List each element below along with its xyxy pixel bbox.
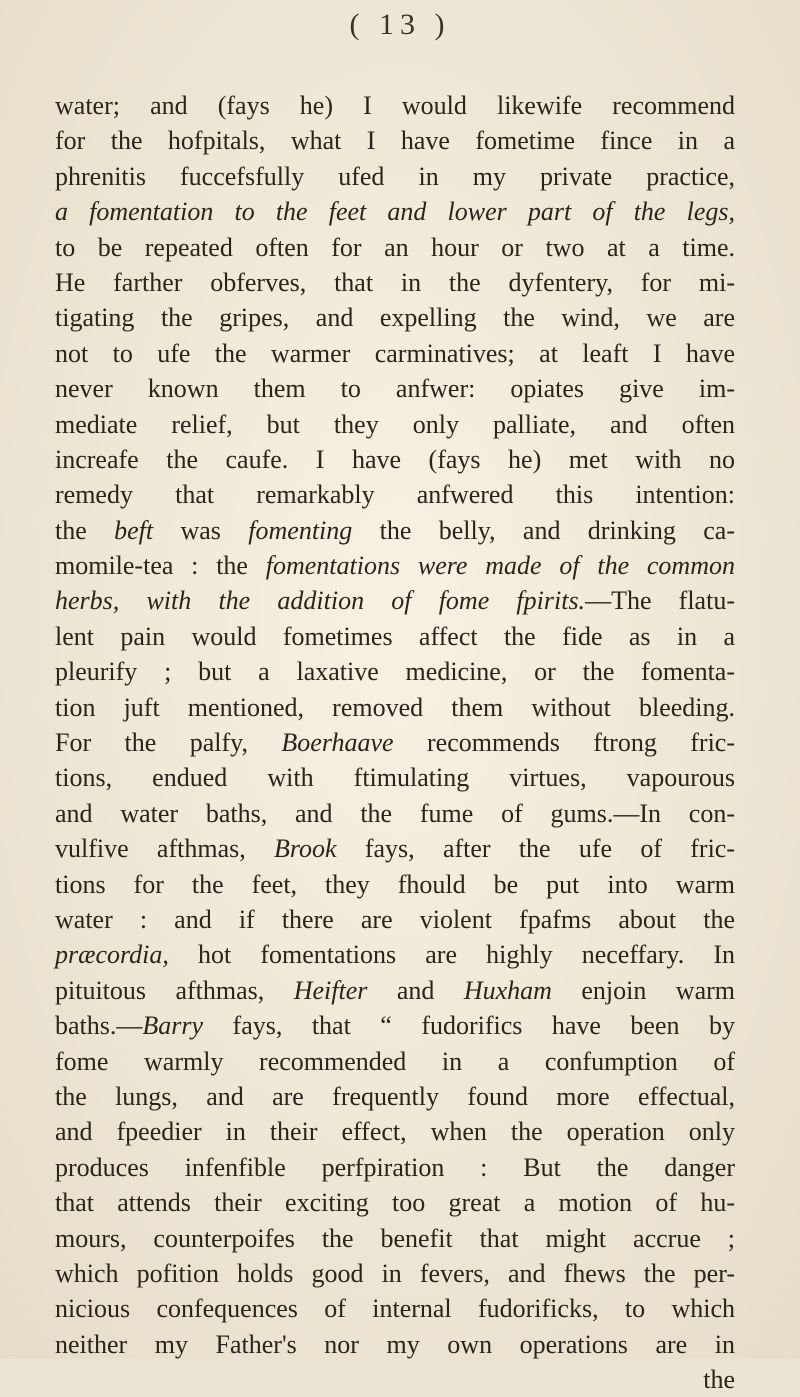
text-line bbox=[55, 1291, 735, 1326]
text-run: fays, that “ fudorifics have been by bbox=[203, 1011, 735, 1041]
italic-run: Brook bbox=[274, 834, 337, 864]
text-line bbox=[55, 796, 735, 831]
text-run: water; and (fays he) I would likewife recommend bbox=[55, 91, 735, 120]
text-line bbox=[55, 407, 735, 442]
text-line bbox=[55, 230, 735, 265]
text-line bbox=[55, 831, 735, 866]
text-line bbox=[55, 725, 735, 760]
text-run: fays, after the ufe of fric- bbox=[336, 834, 736, 864]
text-line bbox=[55, 1327, 735, 1362]
text-run: and water baths, and the fume of gums.—In con- bbox=[55, 798, 735, 828]
text-run: tion juft mentioned, removed them without bleeding. bbox=[55, 692, 735, 722]
italic-run: Huxham bbox=[463, 975, 552, 1005]
text-run: the bbox=[703, 1365, 735, 1395]
text-run: mediate relief, but they only palliate, and often bbox=[55, 409, 735, 439]
text-line bbox=[55, 937, 735, 972]
italic-run: a fomentation to the feet and lower part of the legs, bbox=[55, 197, 735, 227]
text-run: —The flatu- bbox=[585, 586, 735, 616]
text-run: For the palfy, bbox=[55, 728, 282, 758]
text-run: He farther obferves, that in the dyfentery, for mi- bbox=[55, 267, 735, 297]
text-line bbox=[55, 1079, 735, 1114]
text-line bbox=[55, 336, 735, 371]
text-line bbox=[55, 88, 735, 123]
text-line bbox=[55, 1185, 735, 1220]
text-run: the bbox=[55, 515, 115, 545]
text-line bbox=[55, 902, 735, 937]
text-run: the belly, and drinking ca- bbox=[352, 515, 736, 545]
text-line bbox=[55, 1008, 735, 1043]
text-line bbox=[55, 690, 735, 725]
text-run: mours, counterpoifes the benefit that might accrue ; bbox=[55, 1223, 735, 1253]
italic-run: herbs, with the addition of fome fpirits. bbox=[55, 586, 586, 616]
text-run: was bbox=[153, 515, 249, 545]
text-line bbox=[55, 265, 735, 300]
text-run: hot fomentations are highly neceffary. In bbox=[168, 940, 735, 970]
text-line bbox=[55, 477, 735, 512]
text-run: and fpeedier in their effect, when the operation only bbox=[55, 1117, 735, 1147]
italic-run: Barry bbox=[142, 1011, 204, 1041]
text-run: momile-tea : the bbox=[55, 551, 266, 581]
text-run: remedy that remarkably anfwered this intention: bbox=[55, 480, 735, 510]
text-run: never known them to anfwer: opiates give im- bbox=[55, 374, 735, 404]
text-run: nicious confequences of internal fudorificks, to which bbox=[55, 1294, 735, 1324]
text-run: enjoin warm bbox=[551, 975, 735, 1005]
text-line bbox=[55, 1044, 735, 1079]
text-line bbox=[55, 867, 735, 902]
text-run: to be repeated often for an hour or two at a time. bbox=[55, 232, 735, 262]
text-run: recommends ftrong fric- bbox=[393, 728, 735, 758]
text-run: vulfive afthmas, bbox=[55, 834, 274, 864]
text-line bbox=[55, 1150, 735, 1185]
text-line bbox=[55, 159, 735, 194]
body-text bbox=[55, 88, 735, 1397]
text-run: water : and if there are violent fpafms about the bbox=[55, 904, 735, 934]
text-run: tigating the gripes, and expelling the wind, we are bbox=[55, 303, 735, 333]
text-run: neither my Father's nor my own operations are in bbox=[55, 1329, 735, 1359]
italic-run: Boerhaave bbox=[281, 728, 394, 758]
italic-run: præcordia, bbox=[55, 940, 169, 970]
text-line bbox=[55, 548, 735, 583]
text-line bbox=[55, 371, 735, 406]
italic-run: beft bbox=[114, 515, 154, 545]
text-line bbox=[55, 1362, 735, 1397]
text-run: increafe the caufe. I have (fays he) met with no bbox=[55, 444, 735, 474]
italic-run: Heifter bbox=[293, 975, 368, 1005]
text-line bbox=[55, 760, 735, 795]
text-line bbox=[55, 973, 735, 1008]
text-line bbox=[55, 583, 735, 618]
text-line bbox=[55, 1221, 735, 1256]
text-line bbox=[55, 194, 735, 229]
text-line bbox=[55, 300, 735, 335]
italic-run: fomentations were made of the common bbox=[265, 551, 735, 581]
text-run: which pofition holds good in fevers, and fhews the per- bbox=[55, 1258, 735, 1288]
text-run: tions, endued with ftimulating virtues, vapourous bbox=[55, 763, 735, 793]
text-line bbox=[55, 619, 735, 654]
text-line bbox=[55, 654, 735, 689]
page-number: ( 13 ) bbox=[349, 8, 451, 41]
text-run: fome warmly recommended in a confumption of bbox=[55, 1046, 735, 1076]
text-line bbox=[55, 1114, 735, 1149]
text-line bbox=[55, 442, 735, 477]
italic-run: fomenting bbox=[248, 515, 353, 545]
text-run: lent pain would fometimes affect the fide as in a bbox=[55, 621, 735, 651]
text-run: for the hofpitals, what I have fometime fince in a bbox=[55, 126, 735, 156]
text-run: pleurify ; but a laxative medicine, or the fomenta- bbox=[55, 657, 735, 687]
text-run: baths.— bbox=[55, 1011, 143, 1041]
text-line bbox=[55, 513, 735, 548]
text-run: pituitous afthmas, bbox=[55, 975, 294, 1005]
text-line bbox=[55, 123, 735, 158]
text-line bbox=[55, 1256, 735, 1291]
text-run: the lungs, and are frequently found more effectual, bbox=[55, 1081, 735, 1111]
text-run: produces infenfible perfpiration : But the danger bbox=[55, 1152, 735, 1182]
text-run: phrenitis fuccefsfully ufed in my private practice, bbox=[55, 161, 735, 191]
text-run: not to ufe the warmer carminatives; at leaft I have bbox=[55, 338, 735, 368]
text-run: tions for the feet, they fhould be put into warm bbox=[55, 869, 735, 899]
text-run: and bbox=[367, 975, 464, 1005]
text-run: that attends their exciting too great a motion of hu- bbox=[55, 1188, 735, 1218]
